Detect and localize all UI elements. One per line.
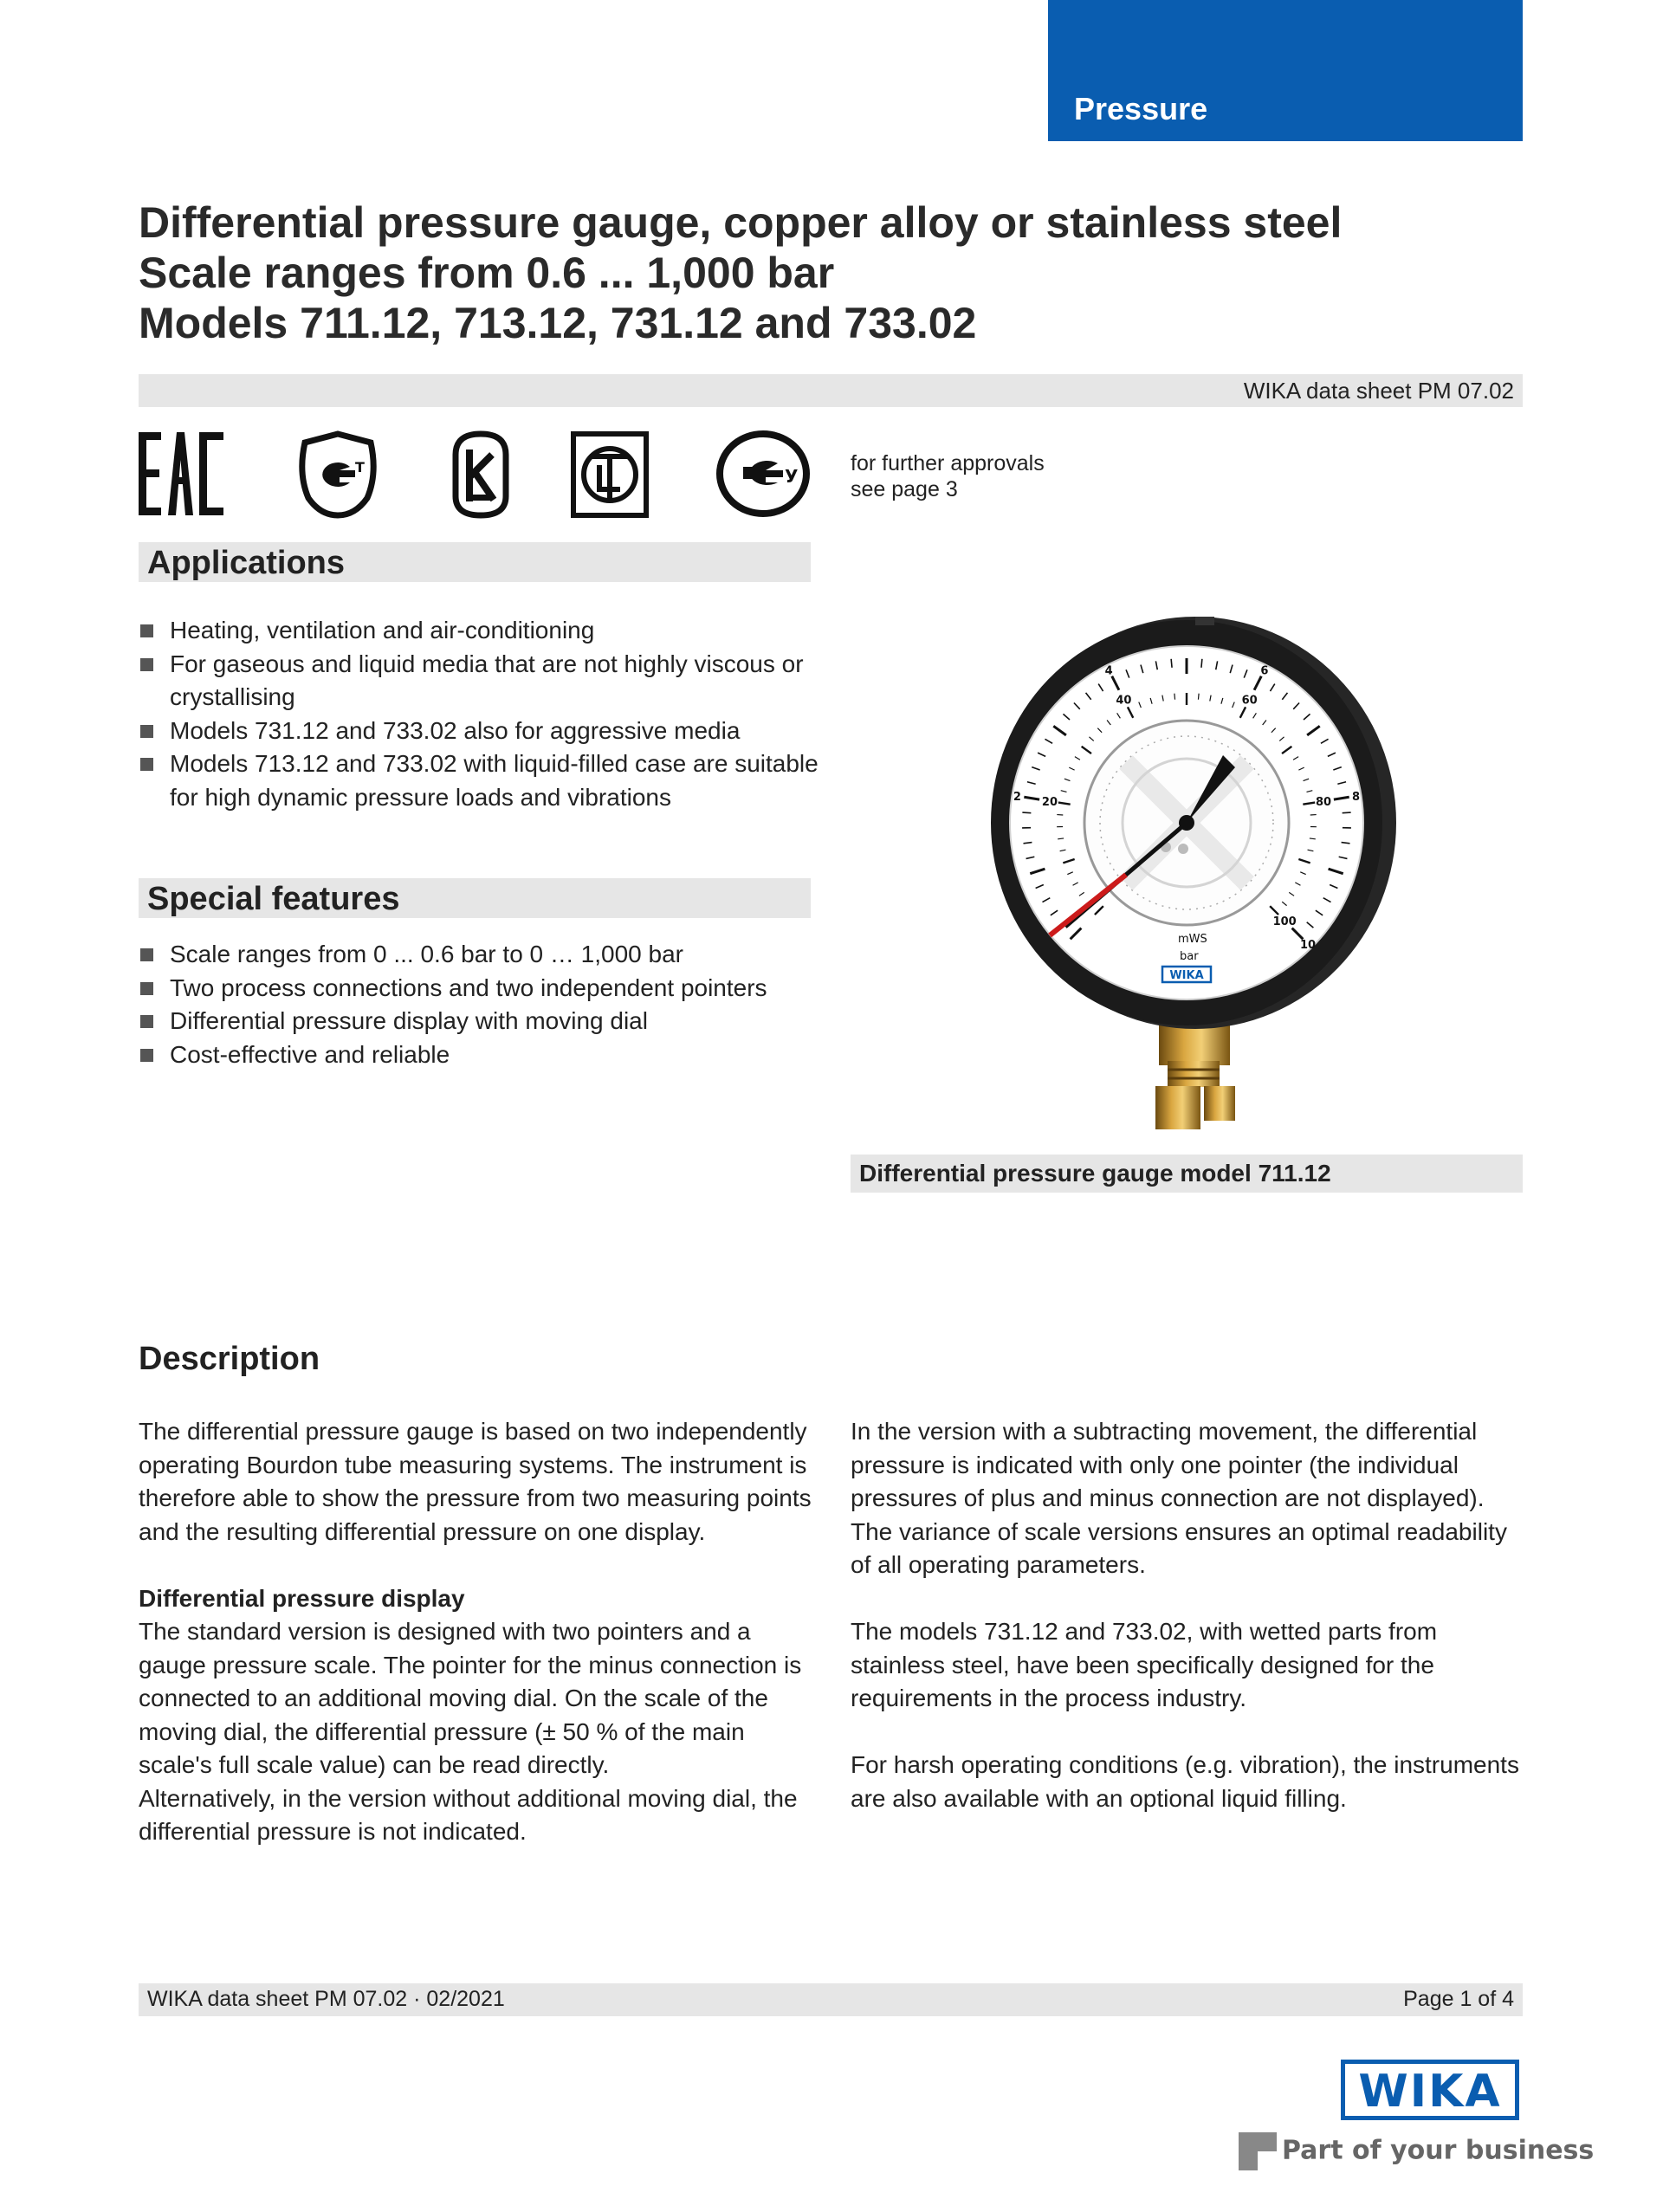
page-number: Page 1 of 4 bbox=[1403, 1987, 1514, 2011]
inner-scale-label: 40 bbox=[1116, 694, 1132, 708]
category-tag-label: Pressure bbox=[1074, 91, 1208, 126]
inner-scale-label: 60 bbox=[1241, 694, 1258, 708]
image-caption-label: Differential pressure gauge model 711.12 bbox=[859, 1160, 1331, 1187]
slogan bbox=[1239, 2132, 1594, 2170]
title-line-1: Differential pressure gauge, copper alloy or stainless steel bbox=[139, 198, 1343, 247]
list-item: Models 731.12 and 733.02 also for aggressive media bbox=[139, 715, 823, 748]
inner-scale-tick bbox=[1174, 694, 1175, 700]
footer-data-sheet: WIKA data sheet PM 07.02 · 02/2021 bbox=[147, 1987, 505, 2011]
differential-pressure-gauge-image bbox=[944, 563, 1412, 1143]
applications-heading-label: Applications bbox=[147, 545, 346, 581]
inner-scale-label: 100 bbox=[1272, 915, 1297, 929]
dial-brand: WIKA bbox=[1169, 969, 1204, 982]
description-paragraph: The standard version is designed with two pointers and a gauge pressure scale. The pointer for the minus connection is connected to an additional moving dial. On the scale of the moving dial, the differential pressure (± 50 % of the main scale's full scale value) can be read directly. bbox=[139, 1618, 802, 1778]
list-item: Two process connections and two independent pointers bbox=[139, 972, 823, 1006]
inner-scale-label: 20 bbox=[1041, 795, 1058, 809]
outer-scale-label: 2 bbox=[1013, 791, 1021, 805]
title-line-2: Scale ranges from 0.6 ... 1,000 bar bbox=[139, 249, 835, 297]
list-item: Heating, ventilation and air-conditioning bbox=[139, 614, 823, 648]
description-left-column bbox=[139, 1415, 814, 1849]
kazinmetr-mark-icon bbox=[449, 429, 513, 519]
data-sheet-label: WIKA data sheet PM 07.02 bbox=[1243, 378, 1514, 404]
slogan-mark-icon bbox=[1239, 2132, 1277, 2170]
title-line-3: Models 711.12, 713.12, 731.12 and 733.02 bbox=[139, 299, 977, 347]
dial-unit-bar: bar bbox=[1180, 950, 1199, 963]
uzstandard-mark-icon bbox=[570, 429, 650, 519]
list-item: Cost-effective and reliable bbox=[139, 1038, 823, 1072]
special-features-heading bbox=[139, 878, 811, 918]
approval-marks bbox=[139, 429, 832, 524]
svg-text:У: У bbox=[785, 466, 799, 487]
list-item: Models 713.12 and 733.02 with liquid-filled case are suitable for high dynamic pressure loads and vibrations bbox=[139, 747, 823, 814]
outer-scale-label: 8 bbox=[1352, 791, 1361, 805]
inner-scale-label: 80 bbox=[1315, 795, 1332, 809]
svg-text:Т: Т bbox=[355, 459, 365, 475]
description-paragraph: For harsh operating conditions (e.g. vibration), the instruments are also available with an optional liquid filling. bbox=[851, 1751, 1519, 1812]
gost-round-mark-icon bbox=[715, 429, 811, 519]
category-tag bbox=[1048, 0, 1523, 141]
wika-logo bbox=[1341, 2060, 1519, 2120]
outer-scale-tick bbox=[1022, 812, 1031, 813]
applications-list bbox=[139, 614, 823, 814]
outer-scale-tick bbox=[1343, 812, 1351, 813]
image-caption bbox=[851, 1155, 1523, 1193]
eac-mark-icon bbox=[139, 429, 225, 519]
slogan-text: Part of your business bbox=[1282, 2135, 1595, 2166]
page-title bbox=[139, 197, 1524, 348]
applications-heading bbox=[139, 542, 811, 582]
footer-bar bbox=[139, 1983, 1523, 2016]
approvals-note-line-2: see page 3 bbox=[851, 477, 958, 501]
data-sheet-bar bbox=[139, 374, 1523, 407]
outer-scale-label: 4 bbox=[1104, 664, 1113, 678]
approvals-note-line-1: for further approvals bbox=[851, 451, 1045, 475]
list-item: For gaseous and liquid media that are not highly viscous or crystallising bbox=[139, 648, 823, 715]
description-right-column bbox=[851, 1415, 1526, 1849]
outer-scale-tick bbox=[1201, 659, 1202, 668]
outer-scale-label: 6 bbox=[1260, 664, 1269, 678]
outer-scale-label: 10 bbox=[1299, 939, 1317, 953]
special-features-list bbox=[139, 938, 823, 1071]
description-paragraph: The models 731.12 and 733.02, with wetted parts from stainless steel, have been specifically designed for the requirements in the process industry. bbox=[851, 1618, 1438, 1711]
inner-scale-tick bbox=[1198, 694, 1199, 700]
dial-unit-mws: mWS bbox=[1178, 933, 1207, 946]
outer-scale-tick bbox=[1171, 659, 1172, 668]
differential-display-subheading: Differential pressure display bbox=[139, 1584, 465, 1612]
description-paragraph: Alternatively, in the version without additional moving dial, the differential pressure is not indicated. bbox=[139, 1784, 798, 1845]
approvals-note bbox=[851, 450, 1045, 502]
list-item: Differential pressure display with moving dial bbox=[139, 1005, 823, 1038]
wika-logo-text: WIKA bbox=[1358, 2066, 1502, 2118]
special-features-heading-label: Special features bbox=[147, 881, 400, 917]
list-item: Scale ranges from 0 ... 0.6 bar to 0 … 1,000 bar bbox=[139, 938, 823, 972]
gost-mark-icon bbox=[294, 429, 381, 519]
description-paragraph: The differential pressure gauge is based on two independently operating Bourdon tube measuring systems. The instrument is therefore able to show the pressure from two measuring points and the resulting differential pressure on one display. bbox=[139, 1418, 812, 1545]
description-heading: Description bbox=[139, 1341, 320, 1377]
description-paragraph: In the version with a subtracting movement, the differential pressure is indicated with only one pointer (the individual pressures of plus and minus connection are not displayed). The variance of scale versions ensures an optimal readability of all operating parameters. bbox=[851, 1418, 1507, 1578]
